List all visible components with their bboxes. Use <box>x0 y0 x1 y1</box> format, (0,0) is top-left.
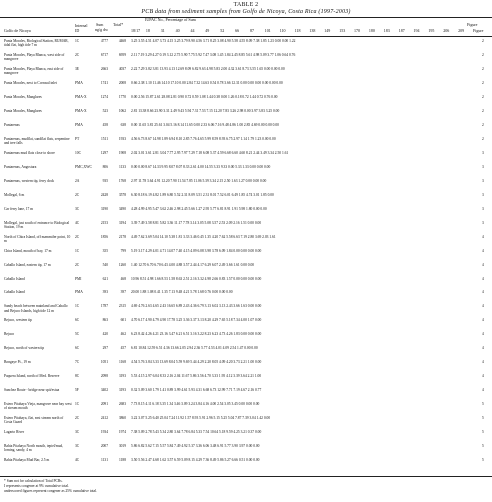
total-cell: 1933 <box>118 136 126 141</box>
congener-header: 87 <box>250 28 254 33</box>
percentage-values-cell: 2.81 13.38 8.66 23.90 3.31 2.49 9.43 5.94 7.31 7.53 7.15 12.20 7.83 3.26 2.98 0.00 3.97 3.83 3.25 0.00 <box>131 108 280 113</box>
congener-header: 194 <box>413 28 420 33</box>
figure-cell: 2 <box>482 39 484 43</box>
figure-cell: 5 <box>482 416 484 421</box>
total-cell: 1770 <box>118 94 126 99</box>
sample-location-cell: Punta Morales, Manglares <box>4 94 42 99</box>
col-header-iupac: IUPAC No., Percentage of Sum <box>145 17 196 22</box>
total-cell: 3194 <box>118 220 126 225</box>
figure-cell: 4 <box>482 332 484 337</box>
sample-location-cell: Caballo Island <box>4 290 25 295</box>
percentage-values-cell: 5.86 6.82 5.62 7.15 5.57 5.84 7.49 4.92 5.37 3.36 6.06 3.48 6.91 5.77 3.90 3.97 0.00 0.00 <box>131 444 260 449</box>
sum-cell: 1511 <box>100 136 108 141</box>
total-cell: 1133 <box>118 164 126 169</box>
sample-location-cell: Bahia Pitahaya North mouth, tepiel/mud, lorning, sandy, 4 m <box>4 444 64 453</box>
figure-cell: 4 <box>482 234 484 239</box>
top-rule <box>0 17 492 18</box>
col-header-total: Total* <box>113 22 124 27</box>
figure-cell: 2 <box>482 108 484 113</box>
sample-location-cell: Bahia Pitahaya Mud Bar, 2.5 m <box>4 458 50 462</box>
internal-id-cell: 1C <box>75 248 80 253</box>
percentage-values-cell: 2.11 7.19 3.29 4.27 0.19 3.12 2.75 5.90 7.75 5.92 7.47 3.08 1.45 1.84 2.45 8.85 5.61 4.98 5.09 3.77 1.06 0.64 0.76 <box>131 53 296 57</box>
congener-header: 52 <box>220 28 225 33</box>
figure-cell: 4 <box>482 290 484 295</box>
figure-cell: 4 <box>482 304 484 309</box>
sample-location-cell: Lagarto River <box>4 430 25 435</box>
sample-location-cell: Bejuco <box>4 332 15 337</box>
sum-cell: 2098 <box>100 374 108 379</box>
figure-cell: 4 <box>482 262 484 267</box>
total-cell: 1768 <box>118 178 126 183</box>
col-header-figure: Figure <box>467 22 478 27</box>
col-header-sum: Sum <box>96 22 104 27</box>
sum-cell: 458 <box>102 122 108 127</box>
internal-id-cell: 2C <box>75 234 80 239</box>
total-cell: 2008 <box>118 80 126 85</box>
percentage-values-cell: 7.73 8.15 4.11 6.18 3.35 1.34 3.46 3.09 3.24 3.84 4.16 4.00 2.54 3.05 3.45 0.00 0.00 0.00 <box>131 402 260 407</box>
sum-cell: 2663 <box>100 66 108 71</box>
sample-location-cell: Punta Morales, Biological Station, RUMAR, tidal flat, high tide 7 m <box>4 39 69 48</box>
sample-location-cell: Puntarenas, Angostura <box>4 164 37 169</box>
percentage-values-cell: 3.39 7.49 3.58 8.81 5.82 3.36 11.17 7.78 3.14 3.05 5.08 3.57 2.53 2.09 2.16 1.51 0.00 0.00 <box>131 220 262 225</box>
sample-location-cell: Estero Pitahaya, flat, east stream north of Costa Guard <box>4 416 64 425</box>
total-cell: 1974 <box>118 430 126 435</box>
internal-id-cell: 7C <box>75 360 80 365</box>
percentage-values-cell: 4.56 6.73 8.67 14.98 1.89 6.94 8.10 2.85 7.76 4.65 5.99 8.59 8.93 6.75 2.97 1.14 1.79 1.23 0.00 0.00 <box>131 136 276 141</box>
internal-id-cell: PMI <box>75 276 82 281</box>
sum-cell: 540 <box>102 262 108 267</box>
footnote-1: * Sum not for calculation of Total PCBs. <box>4 479 63 483</box>
figure-cell: 5 <box>482 430 484 435</box>
sum-cell: 393 <box>102 290 108 295</box>
internal-id-cell: PMA <box>75 122 83 127</box>
sum-cell: 1131 <box>100 458 108 462</box>
total-cell: 3490 <box>118 206 126 211</box>
total-cell: 3578 <box>118 192 126 197</box>
total-cell: 1188 <box>118 458 126 462</box>
sum-cell: 4777 <box>100 39 108 43</box>
total-cell: 4037 <box>118 66 126 71</box>
internal-id-cell: 2C <box>75 192 80 197</box>
percentage-values-cell: 1.40 12.70 6.70 6.70 6.43 4.00 4.88 3.57 2.44 4.17 6.29 6.07 2.49 3.66 1.61 0.00 0.00 <box>131 262 255 267</box>
sum-cell: 806 <box>102 164 108 169</box>
percentage-values-cell: 5.53 4.15 2.97 6.04 8.33 2.16 2.04 11.67 5.86 3.56 4.70 3.33 1.95 4.12 3.39 3.64 2.21 1.00 <box>131 374 262 379</box>
sum-cell: 523 <box>102 108 108 113</box>
congener-header: 31 <box>160 28 165 33</box>
sample-location-cell: Mollegal, just south of entrance to Biological Station, 19 m <box>4 220 70 229</box>
internal-id-cell: PMC,XWC <box>75 164 92 169</box>
sample-location-cell: Estero Pitahaya Vieja, mangrove near bay west of stream mouth <box>4 402 72 411</box>
figure-cell: 4 <box>482 346 484 351</box>
figure-cell: 2 <box>482 94 484 99</box>
sample-location-cell: Bejuco, north of western tip <box>4 346 45 351</box>
congener-header: 110 <box>279 28 286 33</box>
sample-location-cell: Punta Morales, next to Corrasal inlet <box>4 80 57 85</box>
percentage-values-cell: 4.69 4.76 2.63 4.65 2.43 16.65 6.89 2.43 4.36 6.79 3.13 6.02 3.13 2.43 3.66 1.63 0.00 0.00 <box>131 304 262 309</box>
figure-cell: 3 <box>482 220 484 225</box>
percentage-values-cell: 4.70 6.17 4.90 4.79 4.90 17.78 3.25 3.36 3.37 3.13 8.20 4.29 7.65 5.18 7.34 4.00 1.07 0.00 <box>131 318 262 323</box>
sum-cell: 3190 <box>100 206 108 211</box>
figure-cell: 2 <box>482 122 484 127</box>
col-header-internal: Internal <box>75 23 88 28</box>
table-title: PCB data from sediment samples from Golfo de Nicoya, Costa Rica (1997-2003) <box>141 9 351 15</box>
total-cell: 601 <box>120 318 126 323</box>
internal-id-cell: PMA-X <box>75 94 87 99</box>
percentage-values-cell: 3.22 3.07 5.25 6.40 25.04 7.24 11.92 1.57 8.93 5.91 2.96 5.15 5.25 5.04 7.87 7.39 3.04 1.42 0.00 <box>131 416 271 421</box>
internal-id-cell: 1C <box>75 402 80 407</box>
sample-location-cell: Puntarenas mud flats close to shore <box>4 150 55 155</box>
figure-cell: 4 <box>482 388 484 393</box>
sum-cell: 1051 <box>100 360 108 365</box>
sample-location-cell: Caballo Island, eastern tip, 17 m <box>4 262 51 267</box>
internal-id-cell: 3E <box>75 66 79 71</box>
congener-header: 44 <box>190 28 195 33</box>
total-cell: 3193 <box>118 374 126 379</box>
internal-id-cell: 2A <box>75 178 80 183</box>
figure-cell: 5 <box>482 402 484 407</box>
percentage-values-cell: 4.54 5.76 3.84 3.33 13.69 8.04 5.59 9.69 5.44 4.29 2.20 8.05 4.09 4.20 3.73 2.21 1.00 0.00 <box>131 360 262 365</box>
percentage-values-cell: 0.66 2.38 1.10 11.46 14.10 17.10 0.00 2.84 7.32 14.63 0.54 0.78 3.66 12.31 0.00 0.00 0.00 0.00 0.00 0.00 <box>131 80 283 85</box>
congener-header: Figure <box>473 28 484 33</box>
footnote-3: underscored figures represent congener as 25% cumulative total. <box>4 489 98 493</box>
col-header-sample: Golfo de Nicoya <box>4 28 31 33</box>
figure-cell: 3 <box>482 192 484 197</box>
figure-cell: 3 <box>482 164 484 169</box>
internal-id-cell: 3C <box>75 444 80 449</box>
percentage-values-cell: 2.22 7.29 3.82 3.81 13.93 4.13 12.69 8.09 6.82 9.63 4.98 5.83 2.00 4.32 3.61 8.73 3.55 1.65 0.00 0.00 0.00 <box>131 66 285 71</box>
internal-id-cell: 2C <box>75 416 80 421</box>
percentage-values-cell: 3.50 5.56 2.47 4.68 1.62 3.57 6.59 5.09 8.15 4.29 7.36 8.49 5.86 5.27 6.66 0.51 0.00 0.00 <box>131 458 260 462</box>
congener-header: 153 <box>339 28 346 33</box>
congener-header: 66 <box>235 28 240 33</box>
percentage-values-cell: 20.00 1.88 1.08 0.41 1.35 7.13 9.48 4.21 5.78 1.68 0.76 0.00 0.00 0.00 <box>131 290 233 295</box>
figure-cell: 3 <box>482 206 484 211</box>
total-cell: 3860 <box>118 416 126 421</box>
internal-id-cell: 6C <box>75 346 80 351</box>
congener-header: 118 <box>294 28 301 33</box>
percentage-values-cell: 0.32 5.09 3.60 1.79 1.41 0.89 3.99 4.61 5.93 4.31 6.68 6.73 12.99 7.71 7.19 4.67 2.16 0.77 <box>131 388 262 393</box>
congener-header: 209 <box>458 28 465 33</box>
internal-id-cell: 4C <box>75 220 80 225</box>
sum-cell: 2091 <box>100 402 108 407</box>
col-header-sum-units: ng/g dw <box>95 27 108 32</box>
sample-location-cell: Paquera Island, north of Med. Reserve <box>4 374 60 379</box>
internal-id-cell: 5C <box>75 332 80 337</box>
internal-id-cell: PT <box>75 136 80 141</box>
percentage-values-cell: 0.00 0.00 8.67 14.33 9.95 8.07 8.07 8.33 2.61 4.00 14.55 3.33 9.33 0.00 5.33 1.33 0.00 0.00 0.00 <box>131 164 271 169</box>
percentage-values-cell: 4.28 4.99 4.95 5.47 3.62 2.46 2.98 2.45 5.66 1.27 2.95 5.77 6.81 8.91 1.91 5.98 1.80 0.00 0.00 <box>131 206 267 211</box>
congener-header: 18/17 <box>131 28 141 33</box>
total-cell: 462 <box>120 332 126 337</box>
total-cell: 3193 <box>118 388 126 393</box>
congener-header: 49 <box>205 28 210 33</box>
internal-id-cell: 5F <box>75 388 79 393</box>
figure-cell: 4 <box>482 248 484 253</box>
percentage-values-cell: 0.00 11.65 3.81 25.61 3.04 5.16 8.14 11.65 0.00 2.33 6.06 7.16 9.48 4.86 1.00 2.85 4.69 0.00 0.00 0.00 <box>131 122 279 127</box>
sample-location-cell: Bongaye Pt., 19 m <box>4 360 31 365</box>
percentage-values-cell: 2.02 3.01 3.61 2.81 3.04 7.77 2.95 7.97 7.29 7.18 6.08 5.37 4.59 6.68 6.60 4.60 8.21 2.44 3.49 3.34 2.50 1.61 <box>131 150 289 155</box>
col-header-id: ID <box>75 28 80 33</box>
percentage-values-cell: 0.00 2.56 15.87 2.61 28.08 2.81 0.90 0.72 0.59 1.08 1.44 0.38 0.00 1.26 0.18 0.72 1.44 0.72 0.76 0.00 <box>131 94 278 99</box>
total-cell: 1168 <box>118 360 126 365</box>
sum-cell: 1741 <box>100 80 108 85</box>
percentage-values-cell: 7.38 5.09 2.78 5.43 5.34 2.80 3.64 7.78 6.84 5.33 7.54 10.64 5.18 9.59 4.25 3.21 0.37 0.00 <box>131 430 262 435</box>
internal-id-cell: 2C <box>75 53 80 57</box>
total-cell: 1260 <box>118 262 126 267</box>
internal-id-cell: PMA-X <box>75 108 87 113</box>
sum-cell: 1934 <box>100 430 108 435</box>
total-cell: 638 <box>120 122 126 127</box>
congener-header: 187 <box>398 28 405 33</box>
internal-id-cell: 1C <box>75 39 80 43</box>
figure-cell: 2 <box>482 66 484 71</box>
sum-cell: 297 <box>102 346 108 351</box>
sum-cell: 3402 <box>100 388 108 393</box>
sample-location-cell: Sanchez Route - bridge near spit/estua <box>4 388 60 393</box>
sum-cell: 2153 <box>100 220 108 225</box>
congener-header: 183 <box>383 28 390 33</box>
total-cell: 6959 <box>118 53 126 57</box>
percentage-values-cell: 6.23 8.42 4.26 4.21 23.16 3.47 6.21 6.51 3.16 3.22 8.23 6.23 4.73 4.26 1.83 0.00 0.00 0.00 <box>131 332 262 337</box>
header-rule <box>0 36 492 37</box>
internal-id-cell: 3C <box>75 206 80 211</box>
internal-id-cell: 3C <box>75 430 80 435</box>
sample-location-cell: Puntarenas, western tip, ferry dock <box>4 178 55 183</box>
congener-header: 149 <box>324 28 331 33</box>
congener-header: 18 <box>145 28 150 33</box>
total-cell: 457 <box>120 346 126 351</box>
figure-cell: 4 <box>482 374 484 379</box>
congener-header: 138 <box>309 28 316 33</box>
sum-cell: 1274 <box>100 94 108 99</box>
sum-cell: 1856 <box>100 234 108 239</box>
internal-id-cell: 1C <box>75 304 80 309</box>
sum-cell: 1297 <box>100 150 108 155</box>
sample-location-cell: Mollegal, 6 m <box>4 192 25 197</box>
sample-location-cell: Punta Morales, Playa Blanca, west side of mangrove <box>4 53 65 62</box>
internal-id-cell: 6C <box>75 318 80 323</box>
sample-location-cell: Puntarenas, mudflat, sandflat flats, serpentine and tree falls <box>4 136 70 145</box>
sample-location-cell: Bejuco, western tip <box>4 318 32 323</box>
total-cell: 4468 <box>118 39 126 43</box>
total-cell: 1062 <box>118 108 126 113</box>
percentage-values-cell: 10.96 8.51 4.98 1.66 8.53 1.58 8.63 2.51 2.16 3.32 4.98 2.66 0.83 1.57 0.00 0.00 0.00 0.00 <box>131 276 262 281</box>
sample-location-cell: Punta Morales, Manglares <box>4 108 42 113</box>
total-cell: 2683 <box>118 402 126 407</box>
sum-cell: 6717 <box>100 53 108 57</box>
total-cell: 468 <box>120 276 126 281</box>
sum-cell: 863 <box>102 318 108 323</box>
figure-cell: 3 <box>482 178 484 183</box>
figure-cell: 2 <box>482 53 484 57</box>
figure-cell: 5 <box>482 444 484 449</box>
internal-id-cell: 8C <box>75 374 80 379</box>
percentage-values-cell: 4.49 7.62 3.69 5.04 14.10 5.38 1.81 3.33 3.46 0.45 1.35 4.20 7.62 5.58 6.63 7.19 2.80 3.69 2.03 1.61 <box>131 234 276 239</box>
figure-cell: 2 <box>482 136 484 141</box>
sample-location-cell: Puntarenas <box>4 122 20 127</box>
percentage-values-cell: 5.19 3.17 4.29 4.01 4.71 14.07 7.40 4.15 4.09 6.08 3.98 3.78 6.09 1.84 0.00 0.00 0.00 0.00 <box>131 248 262 253</box>
percentage-values-cell: 3.25 3.55 4.51 4.07 3.73 4.15 3.25 3.79 8.90 4.56 3.71 8.25 3.08 4.90 5.58 4.55 8.09 7.38 1.85 1.23 0.00 0.00 1.22 <box>131 39 296 43</box>
percentage-values-cell: 2.97 11.78 3.64 4.91 12.20 7.90 11.54 7.85 11.06 5.39 3.34 2.15 2.50 1.63 1.27 0.00 0.00 0.00 <box>131 178 267 183</box>
bottom-rule <box>0 476 492 477</box>
sum-cell: 1787 <box>100 304 108 309</box>
congener-header: 180 <box>368 28 375 33</box>
sum-cell: 420 <box>102 332 108 337</box>
internal-id-cell: PMA <box>75 80 83 85</box>
figure-cell: 2 <box>482 80 484 85</box>
table-number: TABLE 2 <box>233 2 259 8</box>
sum-cell: 355 <box>102 248 108 253</box>
sum-cell: 2412 <box>100 416 108 421</box>
sample-location-cell: Car ferry lane, 17 m <box>4 206 34 211</box>
congener-header: 40 <box>175 28 180 33</box>
figure-cell: 3 <box>482 150 484 155</box>
sample-location-cell: Sandy beach between mainland and Caballo and Bejuco Islands, high tide 12 m <box>4 304 68 313</box>
sum-cell: 2007 <box>100 444 108 449</box>
congener-header: 206 <box>443 28 450 33</box>
sum-cell: 621 <box>102 276 108 281</box>
figure-cell: 4 <box>482 360 484 365</box>
internal-id-cell: 2C <box>75 262 80 267</box>
internal-id-cell: 4C <box>75 458 80 462</box>
figure-cell: 5 <box>482 458 484 462</box>
sample-location-cell: Punta Morales, Playa Blanca, east side of mangrove <box>4 66 64 76</box>
internal-id-cell: 10C <box>75 150 81 155</box>
sum-cell: 935 <box>102 178 108 183</box>
congener-header: 101 <box>264 28 271 33</box>
total-cell: 2315 <box>118 304 126 309</box>
total-cell: 1908 <box>118 150 126 155</box>
sample-location-cell: North of Chira Island, off mammifer point, 10 m <box>4 234 71 243</box>
percentage-values-cell: 6.81 10.84 12.59 6.51 4.36 13.66 2.05 2.94 2.36 5.77 4.53 4.01 4.09 2.54 1.47 0.00 0.00 <box>131 346 258 351</box>
total-cell: 397 <box>120 290 126 295</box>
sum-cell: 2428 <box>100 192 108 197</box>
congener-header: 170 <box>354 28 360 33</box>
internal-id-cell: PMA <box>75 290 83 295</box>
sample-location-cell: Caballo Island <box>4 276 25 281</box>
sample-location-cell: Chira Island, mouth of bay, 17 m <box>4 248 52 253</box>
percentage-values-cell: 6.30 8.18 6.19 4.82 1.89 6.80 5.52 2.31 8.09 3.51 2.31 8.01 7.52 6.01 6.49 1.85 4.74 3.01 1.85 0.00 <box>131 192 274 197</box>
total-cell: 799 <box>120 248 126 253</box>
congener-header: 195 <box>428 28 435 33</box>
figure-cell: 4 <box>482 318 484 323</box>
figure-cell: 4 <box>482 276 484 281</box>
footnote-2: I represents congener at 9% cumulative total. <box>4 484 69 488</box>
total-cell: 2178 <box>118 234 126 239</box>
total-cell: 3019 <box>118 444 126 449</box>
